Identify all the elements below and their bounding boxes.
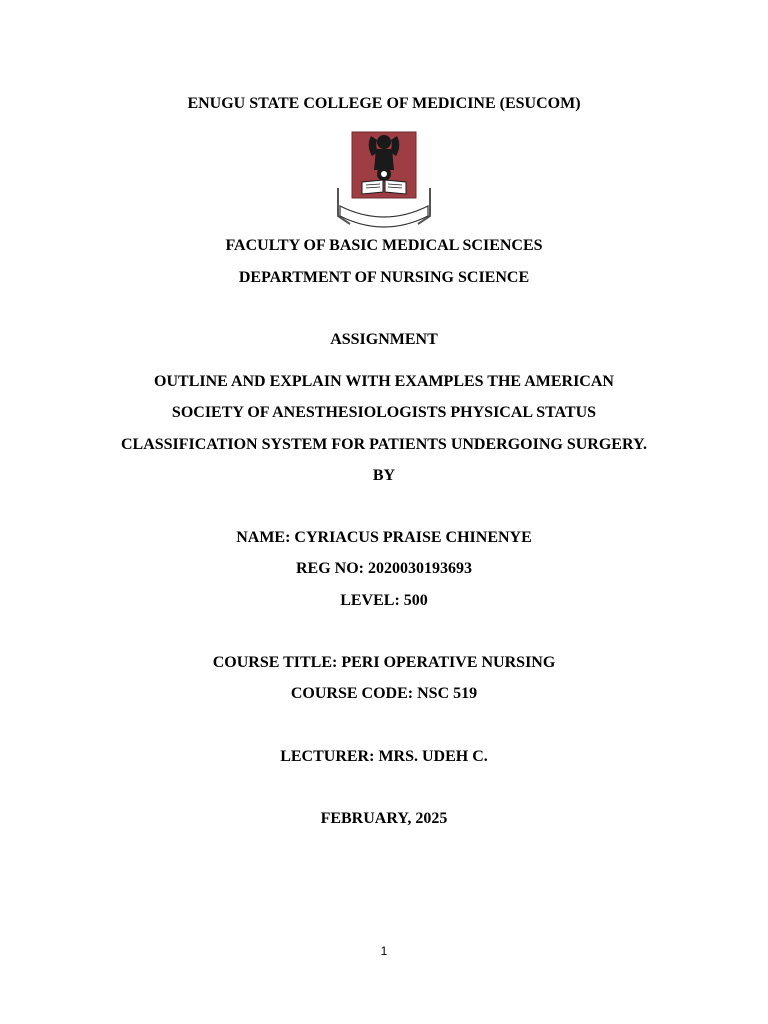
department-name: DEPARTMENT OF NURSING SCIENCE <box>238 269 530 286</box>
topic-line-2: SOCIETY OF ANESTHESIOLOGISTS PHYSICAL STATUS <box>171 404 597 421</box>
assignment-heading: ASSIGNMENT <box>330 331 438 348</box>
page-number: 1 <box>380 944 388 958</box>
topic-line-3: CLASSIFICATION SYSTEM FOR PATIENTS UNDERGOING SURGERY. <box>120 436 648 453</box>
topic-line-1: OUTLINE AND EXPLAIN WITH EXAMPLES THE AMERICAN <box>154 373 614 390</box>
institution-name: ENUGU STATE COLLEGE OF MEDICINE (ESUCOM) <box>187 95 581 112</box>
college-crest-icon <box>326 122 442 230</box>
submission-date: FEBRUARY, 2025 <box>320 810 448 827</box>
course-title: COURSE TITLE: PERI OPERATIVE NURSING <box>212 654 556 671</box>
student-name: NAME: CYRIACUS PRAISE CHINENYE <box>236 529 532 546</box>
faculty-name: FACULTY OF BASIC MEDICAL SCIENCES <box>225 237 543 254</box>
lecturer-name: LECTURER: MRS. UDEH C. <box>280 748 488 765</box>
course-code: COURSE CODE: NSC 519 <box>290 685 478 702</box>
student-reg-no: REG NO: 2020030193693 <box>296 560 472 577</box>
student-level: LEVEL: 500 <box>340 592 428 609</box>
by-label: BY <box>372 467 396 484</box>
